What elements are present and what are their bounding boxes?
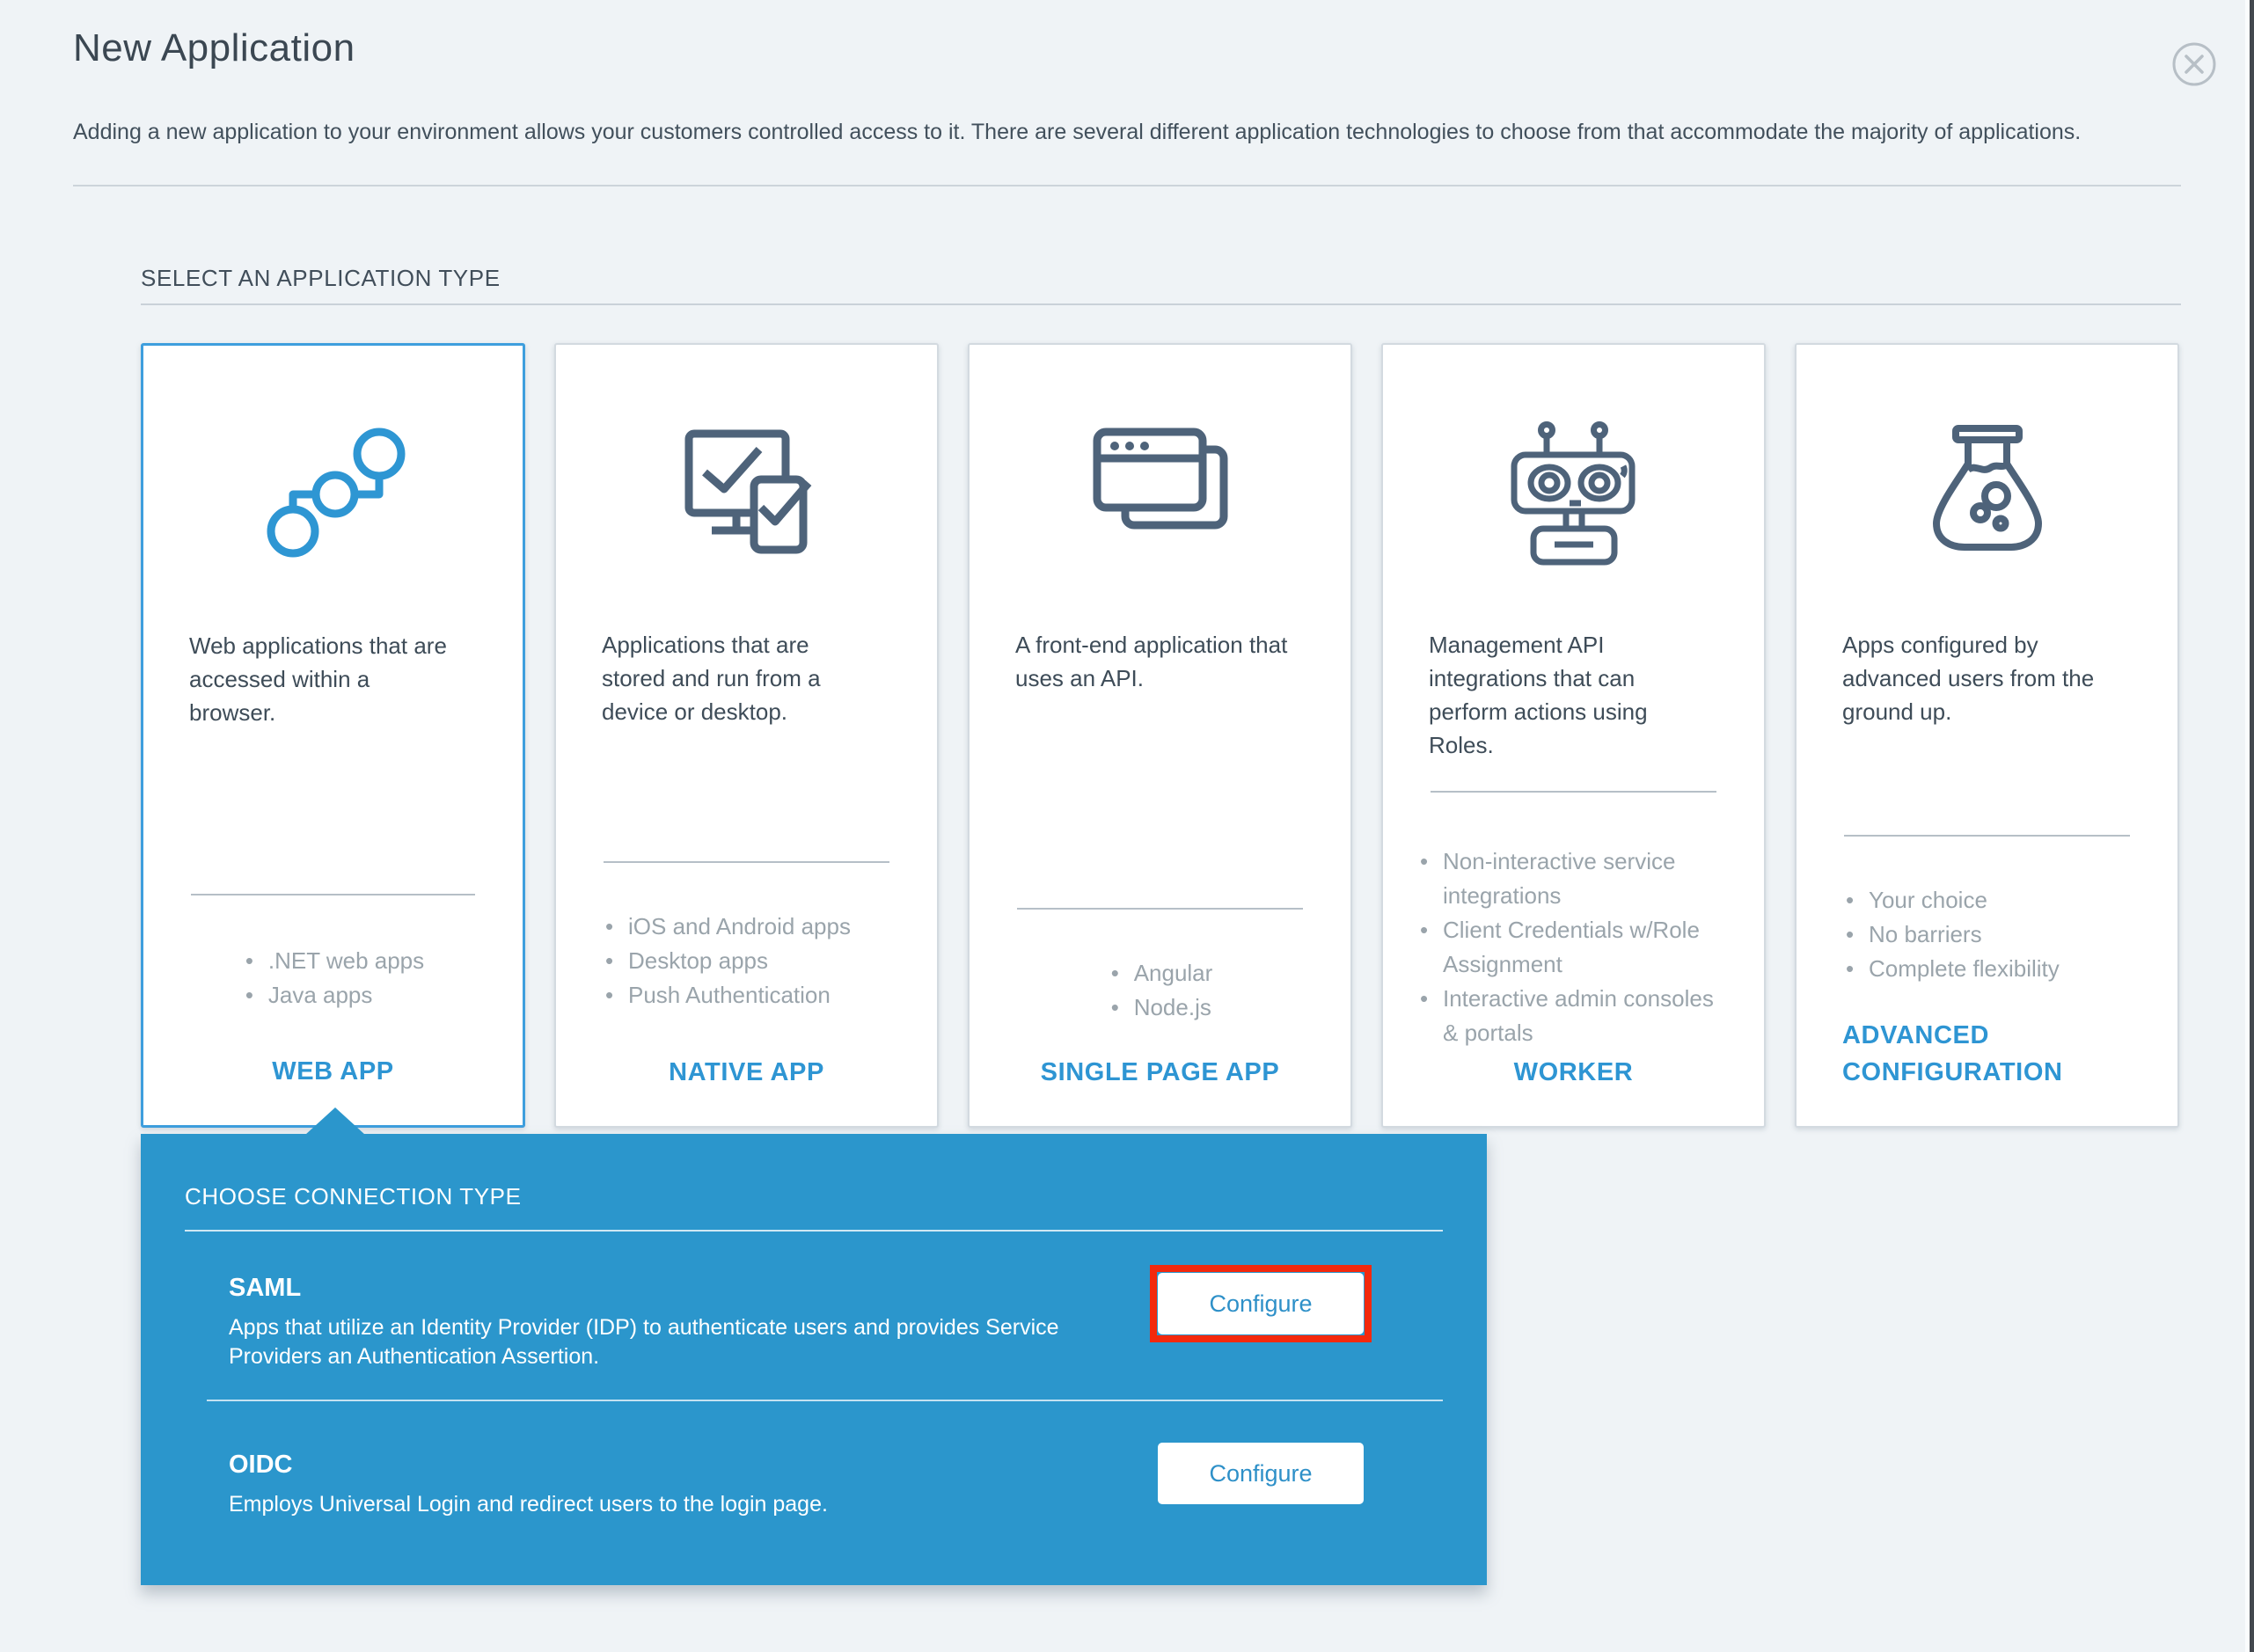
- connection-name: OIDC: [229, 1451, 293, 1479]
- card-divider: [1431, 791, 1716, 793]
- connection-rows: [185, 1232, 1443, 1519]
- section-heading-divider: [141, 303, 2181, 305]
- card-description: A front-end application that uses an API.: [1015, 632, 1288, 691]
- dialog-header: [0, 0, 2254, 148]
- header-divider: [73, 185, 2181, 186]
- app-type-card-single-page-app[interactable]: [968, 343, 1352, 1128]
- bullet-item: • Interactive admin consoles & portals: [1416, 982, 1733, 1050]
- bullet-item: • Angular: [1108, 956, 1213, 990]
- bullet-item: • Push Authentication: [602, 978, 851, 1012]
- card-divider: [1017, 908, 1303, 910]
- circle-x-icon: [2171, 41, 2217, 87]
- bullet-item: • Non-interactive service integrations: [1416, 844, 1733, 913]
- card-label: SINGLE PAGE APP: [1040, 1058, 1280, 1086]
- flask-icon: [1914, 421, 2061, 562]
- card-bullet-list: [602, 910, 851, 1012]
- devices-check-icon: [673, 421, 821, 562]
- connection-name: SAML: [229, 1274, 302, 1302]
- app-type-card-worker[interactable]: [1381, 343, 1766, 1128]
- card-bullet-list: [242, 944, 424, 1012]
- connection-row-saml: [185, 1232, 1443, 1400]
- robot-icon: [1500, 416, 1648, 567]
- bullet-item: • Desktop apps: [602, 944, 851, 978]
- bullet-item: • Node.js: [1108, 990, 1213, 1025]
- card-label: ADVANCED CONFIGURATION: [1842, 1021, 2063, 1086]
- card-divider: [1844, 835, 2130, 837]
- card-description: Management API integrations that can perform actions using Roles.: [1429, 632, 1648, 758]
- configure-button-oidc[interactable]: Configure: [1158, 1443, 1364, 1504]
- bullet-item: • No barriers: [1842, 917, 2060, 952]
- app-type-card-advanced-configuration[interactable]: [1795, 343, 2179, 1128]
- card-description: Web applications that are accessed within a browser.: [189, 632, 447, 726]
- panel-heading: CHOOSE CONNECTION TYPE: [185, 1183, 522, 1210]
- card-label: NATIVE APP: [669, 1058, 824, 1086]
- browser-windows-icon: [1087, 421, 1234, 562]
- screen-edge: [2245, 0, 2254, 1652]
- card-label: WORKER: [1513, 1058, 1634, 1086]
- section-heading: SELECT AN APPLICATION TYPE: [141, 265, 501, 291]
- dialog-description: Adding a new application to your environment allows your customers controlled access to it. There are several different application technologies to choose from that accommodate the majority of applications.: [73, 120, 2082, 144]
- card-description: Apps configured by advanced users from the ground up.: [1842, 632, 2095, 725]
- card-label: WEB APP: [272, 1057, 394, 1085]
- app-type-card-web-app[interactable]: [141, 343, 525, 1128]
- bullet-item: • Client Credentials w/Role Assignment: [1416, 913, 1733, 982]
- card-bullet-list: [1842, 883, 2060, 986]
- page-title: New Application: [73, 26, 355, 69]
- application-type-section: [0, 265, 2254, 1585]
- bullet-item: • iOS and Android apps: [602, 910, 851, 944]
- card-description: Applications that are stored and run from a device or desktop.: [602, 632, 821, 725]
- bullet-item: • Your choice: [1842, 883, 2060, 917]
- card-bullet-list: [1416, 844, 1733, 1050]
- close-button[interactable]: [2171, 41, 2217, 87]
- app-type-card-native-app[interactable]: [554, 343, 939, 1128]
- nodes-icon: [260, 422, 407, 563]
- bullet-item: • Complete flexibility: [1842, 952, 2060, 986]
- card-divider: [191, 894, 475, 895]
- card-bullet-list: [1108, 956, 1213, 1025]
- bullet-item: • .NET web apps: [242, 944, 424, 978]
- highlight-box: [1150, 1435, 1372, 1512]
- connection-description: Apps that utilize an Identity Provider (IDP) to authenticate users and provides Service Providers an Authentication Assertion.: [229, 1315, 1059, 1369]
- connection-description: Employs Universal Login and redirect users to the login page.: [229, 1492, 828, 1517]
- connection-row-oidc: [185, 1401, 1443, 1519]
- bullet-item: • Java apps: [242, 978, 424, 1012]
- highlight-box: [1150, 1265, 1372, 1342]
- app-type-cards: [141, 343, 2181, 1128]
- connection-type-panel: [141, 1134, 1487, 1585]
- configure-button-saml[interactable]: Configure: [1158, 1273, 1364, 1334]
- card-divider: [604, 861, 889, 863]
